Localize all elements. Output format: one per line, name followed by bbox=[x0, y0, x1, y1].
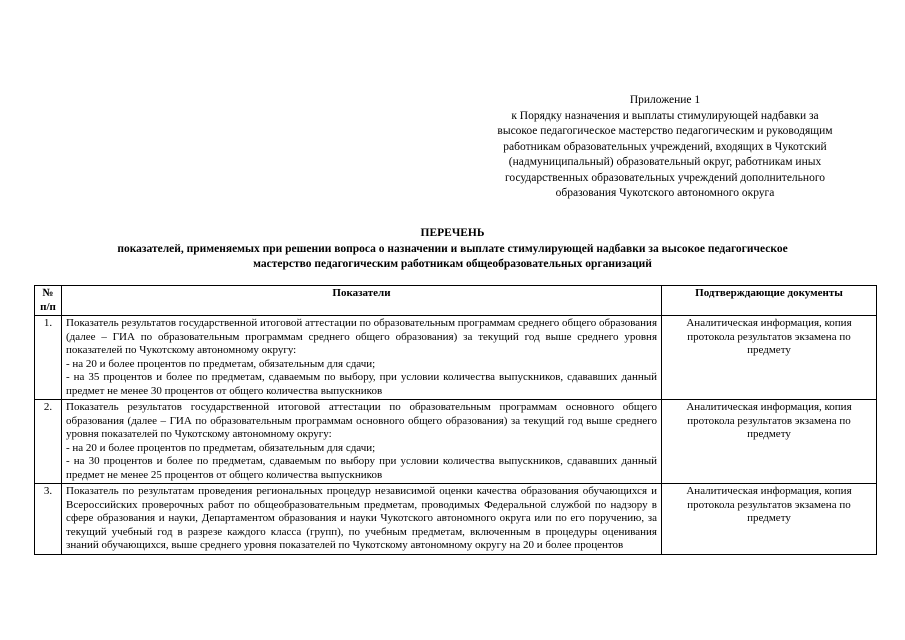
appendix-line: к Порядку назначения и выплаты стимулирующей надбавки за bbox=[511, 109, 819, 122]
appendix-line: высокое педагогическое мастерство педагогическим и руководящим bbox=[497, 125, 833, 137]
header-documents: Подтверждающие документы bbox=[662, 286, 877, 316]
appendix-line: работникам образовательных учреждений, входящих в Чукотский bbox=[503, 140, 827, 153]
document-subtitle: показателей, применяемых при решении вопроса о назначении и выплате стимулирующей надбавки за высокое педагогическое bbox=[117, 242, 788, 255]
indicator-text: Показатель результатов государственной итоговой аттестации по образовательным программам среднего общего образования (далее – ГИА по образовательным программам среднего общего образования) за текущий год выше среднего уровня показателей по Чукотскому автономному округу: bbox=[66, 317, 657, 356]
row-number: 2. bbox=[35, 400, 62, 484]
indicator-text: - на 20 и более процентов по предметам, обязательным для сдачи; bbox=[66, 441, 376, 454]
indicator-text: Показатель результатов государственной итоговой аттестации по образовательным программам основного общего образования (далее – ГИА по образовательным программам основного общего образования) за текущий год выше среднего уровня показателей по Чукотскому автономному округу: bbox=[66, 401, 657, 440]
indicator-text: - на 35 процентов и более по предметам, сдаваемым по выбору, при условии количества выпускников, сдававших данный предмет не менее 30 процентов от общего количества выпускников bbox=[66, 371, 657, 397]
appendix-line: Приложение 1 bbox=[629, 94, 701, 106]
appendix-line: (надмуниципальный) образовательный округ, работникам иных bbox=[508, 156, 822, 168]
row-document: Аналитическая информация, копия протокола результатов экзамена по предмету bbox=[662, 316, 877, 400]
table-row bbox=[35, 400, 877, 484]
header-indicators: Показатели bbox=[62, 286, 662, 316]
row-number: 1. bbox=[35, 316, 62, 400]
row-number: 3. bbox=[35, 484, 62, 555]
row-document: Аналитическая информация, копия протокола результатов экзамена по предмету bbox=[662, 484, 877, 555]
row-indicator bbox=[62, 316, 662, 400]
table-header-row bbox=[35, 286, 877, 316]
table-row bbox=[35, 316, 877, 400]
table-row bbox=[35, 484, 877, 555]
document-subtitle: мастерство педагогическим работникам общеобразовательных организаций bbox=[253, 258, 652, 270]
appendix-note bbox=[455, 93, 875, 202]
appendix-line: образования Чукотского автономного округа bbox=[555, 187, 775, 199]
row-indicator bbox=[62, 400, 662, 484]
indicator-text: Показатель по результатам проведения региональных процедур независимой оценки качества образования обучающихся и Всероссийских проверочных работ по общеобразовательным предметам, проводимых Федеральной службой по надзору в сфере образования и науки, Департаментом образования и науки Чукотского автономного округа или по его поручению, за текущий учебный год в разрезе каждого класса (групп), по учебным предметам, включенным в процедуры оценивания знаний обучающихся, выше среднего уровня показателей по Чукотскому автономному округу на 20 и более процентов bbox=[66, 485, 657, 551]
document-heading bbox=[40, 226, 865, 273]
indicator-text: - на 30 процентов и более по предметам, сдаваемым по выбору при условии количества выпускников, сдававших данный предмет не менее 25 процентов от общего количества выпускников bbox=[66, 455, 657, 481]
indicators-table bbox=[34, 285, 877, 555]
row-document: Аналитическая информация, копия протокола результатов экзамена по предмету bbox=[662, 400, 877, 484]
appendix-line: государственных образовательных учреждений дополнительного bbox=[504, 171, 826, 184]
header-num: № п/п bbox=[35, 286, 62, 316]
document-title: ПЕРЕЧЕНЬ bbox=[420, 227, 485, 239]
indicator-text: - на 20 и более процентов по предметам, обязательным для сдачи; bbox=[66, 357, 376, 370]
row-indicator bbox=[62, 484, 662, 555]
